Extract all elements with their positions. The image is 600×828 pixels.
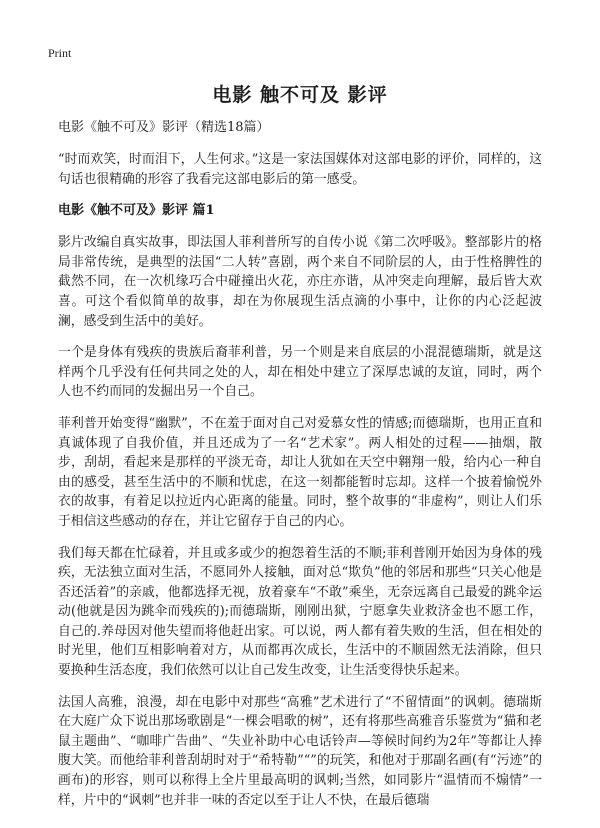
paragraph-4: 我们每天都在忙碌着，并且或多或少的抱怨着生活的不顺;菲利普刚开始因为身体的残疾，无法独立面对生活，不愿同外人接触，面对总“欺负”他的邻居和那些“只关心他是否还活着”的亲戚，他都选择无视，放着豪车“不敢”乘坐，无奈远离自己最爱的跳伞运动(他就是因为跳伞而残疾的);而德瑞斯，刚刚出狱，宁愿拿失业救济金也不愿工作，自己的.养母因对他失望而将他赶出家。可以说，两人都有着失败的生活，但在相处的时光里，他们互相影响着对方，从而都再次成长，生活中的不顺固然无法消除，但只要换种生活态度，我们依然可以让自己发生改变，让生活变得快乐起来。	[58, 545, 542, 679]
intro-paragraph: “时而欢笑，时而泪下，人生何求。”这是一家法国媒体对这部电影的评价，同样的，这句话也很精确的形容了我看完这部电影后的第一感受。	[58, 152, 542, 187]
section-heading: 电影《触不可及》影评 篇1	[58, 203, 215, 219]
document-body	[58, 118, 542, 822]
paragraph-2: 一个是身体有残疾的贵族后裔菲利普，另一个则是来自底层的小混混德瑞斯，就是这样两个几乎没有任何共同之处的人，却在相处中建立了深厚忠诚的友谊，同时，两个人也不约而同的发掘出另一个自己。	[58, 345, 542, 400]
document-title: 电影 触不可及 影评	[212, 84, 388, 106]
paragraph-5: 法国人高雅，浪漫，却在电影中对那些“高雅”艺术进行了“不留情面”的讽刺。德瑞斯在大庭广众下说出那场歌剧是“一棵会唱歌的树”，还有将那些高雅音乐鉴赏为“猫和老鼠主题曲”、“咖啡广告曲”、“失业补助中心电话铃声—等候时间约为2年”等都让人捧腹大笑。而他给菲利普刮胡时对于“希特勒”“”的玩笑，和他对于那副名画(有“污迹”的画布)的形容，则可以称得上全片里最高明的讽刺;当然，如同影片“温情而不煽情”一样，片中的“讽刺”也并非一味的否定以至于让人不快，在最后德瑞	[58, 694, 542, 808]
paragraph-3: 菲利普开始变得“幽默”，不在羞于面对自己对爱慕女性的情感;而德瑞斯，也用正直和真诚体现了自我价值，并且还成为了一名“艺术家”。两人相处的过程——抽烟，散步，刮胡，看起来是那样的平淡无奇，却让人犹如在天空中翱翔一般，给内心一种自由的感受，甚至生活中的不顺和忧虑，在这一刻都能暂时忘却。这样一个披着愉悦外衣的故事，有着足以拉近内心距离的能量。同时，整个故事的“非虚构”，则让人们乐于相信这些感动的存在，并让它留存于自己的内心。	[58, 415, 542, 529]
document-subtitle: 电影《触不可及》影评（精选18篇）	[58, 120, 270, 135]
print-label: Print	[48, 46, 72, 60]
paragraph-1: 影片改编自真实故事，即法国人菲利普所写的自传小说《第二次呼吸》。整部影片的格局非常传统，是典型的法国“二人转”喜剧，两个来自不同阶层的人，由于性格脾性的截然不同，在一次机缘巧合中碰撞出火花，亦庄亦谐，从冲突走向理解，最后皆大欢喜。可这个看似简单的故事，却在为你展现生活点滴的小事中，让你的内心泛起波澜，感受到生活中的美好。	[58, 235, 542, 329]
